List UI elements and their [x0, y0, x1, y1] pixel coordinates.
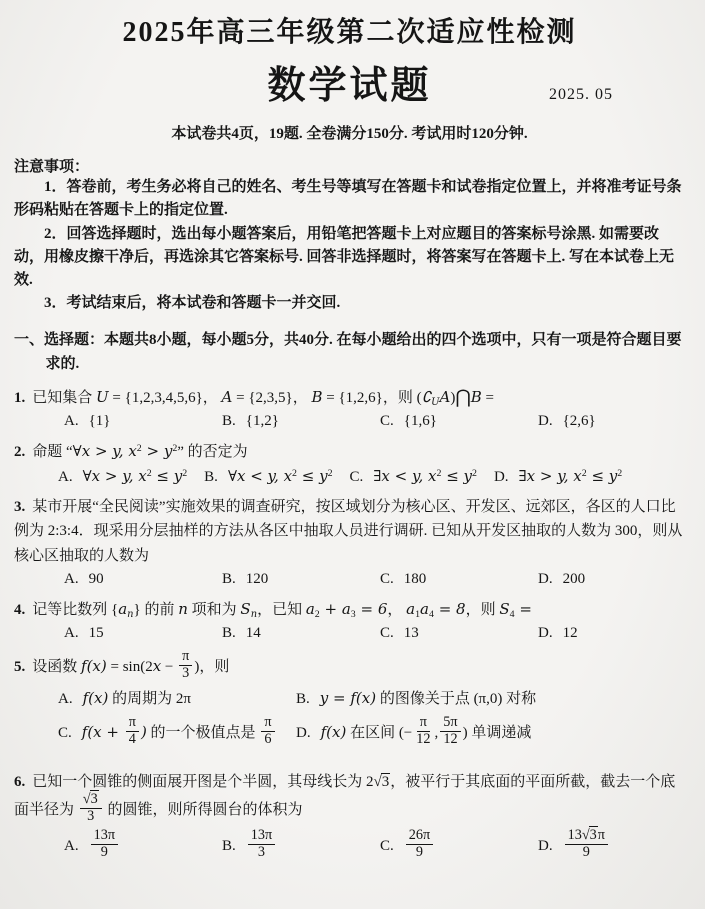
- script-index: n: [250, 608, 258, 620]
- math-run: A: [221, 387, 233, 406]
- option-label: B.: [222, 838, 236, 855]
- fraction-denominator: [127, 732, 138, 748]
- fraction-denominator: [581, 845, 592, 861]
- text-run: 的圆锥，则所得圆台的体积为: [103, 802, 303, 819]
- option-C: [350, 467, 477, 486]
- exam-subject-title: 数学试题: [267, 65, 432, 107]
- sub-expr: [420, 599, 434, 620]
- page-title: 2025年高三年级第二次适应性检测: [122, 17, 577, 48]
- intersection-symbol: ⋂: [455, 386, 471, 408]
- question-number: 5.: [14, 659, 26, 676]
- sup-expr: [464, 469, 477, 485]
- text-run: 13: [403, 625, 419, 642]
- text-run: ” 的否定为: [177, 443, 248, 460]
- fraction-numerator: [565, 828, 608, 845]
- fraction: [179, 649, 192, 682]
- option-label: B.: [296, 691, 310, 708]
- text-run: 的图像关于点 (π,0) 对称: [376, 691, 537, 708]
- question-2: [14, 439, 685, 464]
- math-run: ∃x < y,: [373, 467, 429, 486]
- fraction: [565, 828, 608, 861]
- option-label: D.: [538, 625, 553, 642]
- script-index: 2: [581, 468, 587, 480]
- script-index: 2: [472, 468, 477, 480]
- question-6: [14, 770, 685, 827]
- math-run: B: [470, 387, 482, 406]
- text-run: −: [161, 659, 178, 676]
- option-D: [494, 467, 622, 486]
- text-run: ，已知: [257, 601, 306, 618]
- section-heading: 一、选择题：本题共8小题，每小题5分，共40分. 在每小题给出的四个选项中，只有一项是符合题目要求的.: [14, 331, 682, 372]
- fraction: [80, 792, 102, 825]
- text-run: 12: [416, 731, 431, 748]
- questions-container: [14, 385, 685, 864]
- question-1: [14, 385, 685, 410]
- sup-expr: [163, 441, 178, 460]
- math-run: ≤: [151, 467, 174, 486]
- radical-sign: √: [581, 827, 590, 844]
- text-run: 已知一个圆锥的侧面展开图是个半圆，其母线长为 2: [32, 774, 374, 791]
- math-run: = 8: [433, 599, 466, 618]
- text-run: {2,6}: [562, 412, 596, 429]
- text-run: 4: [128, 731, 136, 748]
- option-label: A.: [64, 625, 79, 642]
- script-index: 3: [350, 608, 356, 620]
- text-run: 命题 “: [32, 443, 73, 460]
- option-label: C.: [349, 469, 364, 486]
- text-run: 14: [245, 625, 261, 642]
- fraction-denominator: [85, 809, 96, 825]
- option-C: [380, 413, 538, 430]
- option-label: B.: [222, 625, 236, 642]
- fraction-numerator: [80, 792, 102, 809]
- fraction: [126, 715, 139, 748]
- math-run: A: [439, 387, 451, 406]
- option-label: D.: [296, 725, 311, 742]
- sup-expr: [319, 469, 332, 485]
- option-label: A.: [64, 570, 79, 587]
- option-A: [58, 467, 187, 486]
- fraction: [414, 715, 432, 748]
- math-run: ≤: [441, 467, 464, 486]
- option-label: D.: [538, 412, 553, 429]
- sub-expr: [421, 387, 440, 408]
- notice-item-2: 2．回答选择题时，选出每小题答案后，用铅笔把答题卡上对应题目的答案标号涂黑. 如需要改动，用橡皮擦干净后，再选涂其它答案标号. 回答非选择题时，将答案写在答题卡上. 写在本试卷上无效.: [14, 225, 675, 288]
- math-run: ∀x > y,: [82, 467, 139, 486]
- fraction-numerator: [417, 715, 430, 732]
- radicand: 3: [90, 791, 98, 808]
- text-run: = {1,2,3,4,5,6}，: [108, 389, 222, 406]
- option-C: [58, 714, 296, 750]
- text-run: } 的前: [133, 601, 179, 618]
- text-run: ，被平行于其底面的平面所截，截去一个底面半径为: [14, 774, 676, 819]
- fraction-denominator: [256, 845, 267, 861]
- text-run: 12: [443, 731, 458, 748]
- script-index: 2: [314, 608, 320, 620]
- fraction: [248, 828, 275, 861]
- text-run: π: [264, 714, 272, 731]
- math-run: =: [514, 599, 532, 618]
- option-label: C.: [58, 725, 72, 742]
- sub-expr: [118, 599, 134, 620]
- text-run: 13: [567, 827, 582, 844]
- text-run: π: [182, 648, 190, 665]
- script-base: a: [420, 599, 429, 618]
- question-5: [14, 648, 685, 684]
- script-index: 2: [436, 468, 442, 480]
- math-run: ): [140, 723, 147, 742]
- text-run: 9: [582, 844, 590, 861]
- option-B: [222, 571, 380, 588]
- script-base: a: [406, 599, 416, 618]
- options-row: [64, 625, 685, 642]
- text-run: 的一个极值点是: [146, 725, 260, 742]
- fraction-denominator: [414, 732, 432, 748]
- radicand: 3: [381, 774, 390, 791]
- fraction: [406, 828, 433, 861]
- math-run: f(x): [320, 723, 347, 742]
- sub-expr: [305, 599, 320, 620]
- question-number: 6.: [14, 774, 26, 791]
- math-run: f(x +: [81, 723, 124, 742]
- notice-item-1: 1．答卷前，考生务必将自己的姓名、考生号等填写在答题卡和试卷指定位置上，并将准考证号条形码粘贴在答题卡上的指定位置.: [14, 179, 682, 219]
- script-base: S: [499, 599, 510, 618]
- option-A: [64, 571, 222, 588]
- script-index: 2: [292, 468, 297, 480]
- option-C: [380, 827, 538, 863]
- notice-title: 注意事项：: [14, 159, 90, 175]
- math-run: x: [152, 657, 162, 676]
- text-run: 已知集合: [32, 389, 97, 406]
- math-run: ∃x > y,: [518, 467, 574, 486]
- text-run: ，则: [465, 601, 500, 618]
- option-A: [64, 413, 222, 430]
- text-run: 5π: [443, 714, 458, 731]
- question-stem: [14, 499, 682, 564]
- script-index: 1: [415, 608, 421, 620]
- sup-expr: [174, 469, 187, 485]
- script-index: U: [431, 396, 440, 408]
- option-label: B.: [222, 570, 236, 587]
- radical-sign: √: [373, 774, 382, 791]
- question-stem: [32, 386, 494, 408]
- script-base: x: [128, 441, 137, 460]
- text-run: ，: [387, 601, 407, 618]
- text-run: 26π: [408, 827, 431, 844]
- text-run: 3: [182, 665, 190, 682]
- sub-expr: [406, 599, 421, 620]
- text-run: 90: [88, 570, 104, 587]
- text-run: 3: [257, 844, 266, 861]
- script-index: n: [127, 608, 134, 620]
- sup-expr: [573, 469, 586, 485]
- options-row: [64, 571, 685, 588]
- math-run: n: [178, 599, 188, 618]
- text-run: 9: [100, 844, 108, 861]
- text-run: ): [450, 389, 456, 406]
- math-run: ∀x < y,: [227, 467, 284, 486]
- math-run: B: [311, 387, 323, 406]
- options-row: [58, 467, 685, 486]
- fraction: [440, 715, 460, 748]
- option-B: [222, 413, 380, 430]
- text-run: {1,6}: [403, 412, 437, 429]
- text-run: 13π: [93, 827, 116, 844]
- option-D: [538, 571, 685, 588]
- question-number: 3.: [14, 499, 26, 516]
- option-D: [538, 413, 685, 430]
- option-C: [380, 571, 538, 588]
- text-run: 的周期为 2π: [108, 691, 191, 708]
- text-run: π: [597, 827, 605, 844]
- question-stem: [32, 648, 230, 682]
- option-A: [64, 625, 222, 642]
- sup-expr: [284, 469, 297, 485]
- math-run: y = f(x): [319, 689, 377, 708]
- option-label: A.: [64, 412, 79, 429]
- fraction: [261, 715, 274, 748]
- math-run: = 6: [355, 599, 388, 618]
- fraction-denominator: [414, 845, 425, 861]
- sup-expr: [428, 469, 441, 485]
- option-label: A.: [58, 469, 73, 486]
- script-base: x: [283, 467, 293, 486]
- fraction-numerator: [261, 715, 274, 732]
- option-label: A.: [64, 838, 79, 855]
- math-run: ∀x > y,: [72, 441, 129, 460]
- text-run: {1}: [88, 412, 111, 429]
- text-run: 9: [415, 844, 424, 861]
- script-index: 2: [146, 468, 152, 480]
- question-number: 4.: [14, 601, 26, 618]
- text-run: 13π: [250, 827, 273, 844]
- script-base: y: [173, 467, 183, 486]
- text-run: )，则: [194, 659, 230, 676]
- question-number: 2.: [14, 443, 26, 460]
- script-base: x: [428, 467, 437, 486]
- option-B: [222, 625, 380, 642]
- sup-expr: [609, 469, 622, 485]
- script-base: x: [573, 467, 582, 486]
- option-label: D.: [538, 838, 553, 855]
- script-index: 2: [172, 442, 178, 454]
- script-base: a: [341, 599, 351, 618]
- math-run: f(x): [82, 689, 109, 708]
- text-run: = {2,3,5}，: [232, 389, 312, 406]
- option-label: C.: [380, 412, 394, 429]
- fraction-numerator: [126, 715, 139, 732]
- option-B: [222, 827, 380, 863]
- fraction-numerator: [406, 828, 433, 845]
- sup-expr: [138, 469, 151, 485]
- question-3: [14, 495, 685, 568]
- sub-expr: [499, 599, 515, 620]
- text-run: =: [481, 389, 494, 406]
- option-B: [204, 467, 332, 486]
- question-number: 1.: [14, 389, 26, 406]
- script-base: x: [138, 467, 147, 486]
- script-base: y: [463, 467, 473, 486]
- option-A: [58, 687, 296, 708]
- math-run: U: [96, 387, 109, 406]
- text-run: 200: [562, 570, 586, 587]
- script-index: 4: [429, 608, 434, 620]
- notice-list: [14, 176, 685, 316]
- fraction-numerator: [440, 715, 460, 732]
- text-run: = {1,2,6}，则 (: [322, 389, 422, 406]
- option-label: C.: [380, 570, 394, 587]
- script-index: 4: [509, 608, 515, 620]
- subtitle-row: [14, 54, 685, 110]
- text-run: 180: [403, 570, 427, 587]
- option-A: [64, 827, 222, 863]
- script-base: y: [319, 467, 328, 486]
- script-index: 2: [136, 442, 142, 454]
- script-index: 2: [182, 468, 188, 480]
- option-label: A.: [58, 691, 73, 708]
- math-run: ≤: [296, 467, 320, 486]
- fraction-denominator: [99, 845, 110, 861]
- fraction-numerator: [179, 649, 192, 666]
- math-run: >: [141, 441, 164, 460]
- sub-expr: [341, 599, 356, 620]
- sub-expr: [240, 599, 258, 620]
- option-C: [380, 625, 538, 642]
- math-run: f(x): [81, 657, 107, 676]
- option-label: C.: [380, 838, 394, 855]
- fraction-numerator: [91, 828, 118, 845]
- option-D: [538, 827, 685, 863]
- text-run: ) 单调递减: [462, 725, 532, 742]
- exam-meta-line: 本试卷共4页，19题. 全卷满分150分. 考试用时120分钟.: [171, 126, 528, 142]
- text-run: {1,2}: [245, 412, 279, 429]
- question-4: [14, 597, 685, 622]
- text-run: 在区间 (−: [346, 725, 413, 742]
- script-index: 2: [617, 468, 623, 480]
- math-run: +: [319, 599, 342, 618]
- square-root: [374, 774, 391, 790]
- option-label: D.: [538, 570, 553, 587]
- fraction: [91, 828, 118, 861]
- text-run: π: [128, 714, 136, 731]
- radicand: 3: [589, 827, 597, 844]
- question-stem: [14, 774, 676, 825]
- script-base: ∁: [421, 387, 432, 406]
- option-D: [296, 714, 685, 750]
- option-label: B.: [204, 469, 218, 486]
- option-label: B.: [222, 412, 236, 429]
- text-run: 设函数: [32, 659, 82, 676]
- fraction-denominator: [180, 666, 191, 682]
- option-B: [296, 687, 685, 708]
- text-run: 记等比数列 {: [32, 601, 119, 618]
- options-row: [58, 687, 685, 750]
- fraction-numerator: [248, 828, 275, 845]
- text-run: 6: [264, 731, 272, 748]
- script-base: S: [240, 599, 251, 618]
- square-root: [83, 791, 99, 807]
- fraction-denominator: [262, 732, 273, 748]
- option-D: [538, 625, 685, 642]
- notice-item-3: 3．考试结束后，将本试卷和答题卡一并交回.: [44, 295, 341, 312]
- radical-sign: √: [82, 791, 91, 808]
- sup-expr: [128, 441, 142, 460]
- options-row: [64, 827, 685, 863]
- options-row: [64, 413, 685, 430]
- text-run: 12: [562, 625, 578, 642]
- script-index: 2: [327, 468, 333, 480]
- script-base: y: [163, 441, 173, 460]
- text-run: 15: [88, 625, 104, 642]
- script-base: y: [608, 467, 618, 486]
- script-base: a: [305, 599, 315, 618]
- option-label: D.: [493, 469, 509, 486]
- option-label: C.: [380, 625, 394, 642]
- math-run: ≤: [586, 467, 609, 486]
- text-run: 某市开展“全民阅读”实施效果的调查研究，按区域划分为核心区、开发区、远郊区，各区的人口比例为 2:3:4．现采用分层抽样的方法从各区中抽取人员进行调研. 已知从开发区抽取的人数为 300，则从核心区抽取的人数为: [14, 499, 683, 564]
- fraction-denominator: [441, 732, 459, 748]
- text-run: ,: [434, 725, 439, 742]
- text-run: π: [419, 714, 427, 731]
- script-base: a: [118, 599, 128, 618]
- question-stem: [32, 441, 248, 460]
- text-run: 项和为: [187, 601, 241, 618]
- text-run: = sin(2: [106, 659, 153, 676]
- text-run: 3: [87, 808, 95, 825]
- exam-date: 2025. 05: [549, 86, 613, 103]
- square-root: [582, 827, 598, 843]
- question-stem: [32, 599, 532, 620]
- text-run: 120: [245, 570, 269, 587]
